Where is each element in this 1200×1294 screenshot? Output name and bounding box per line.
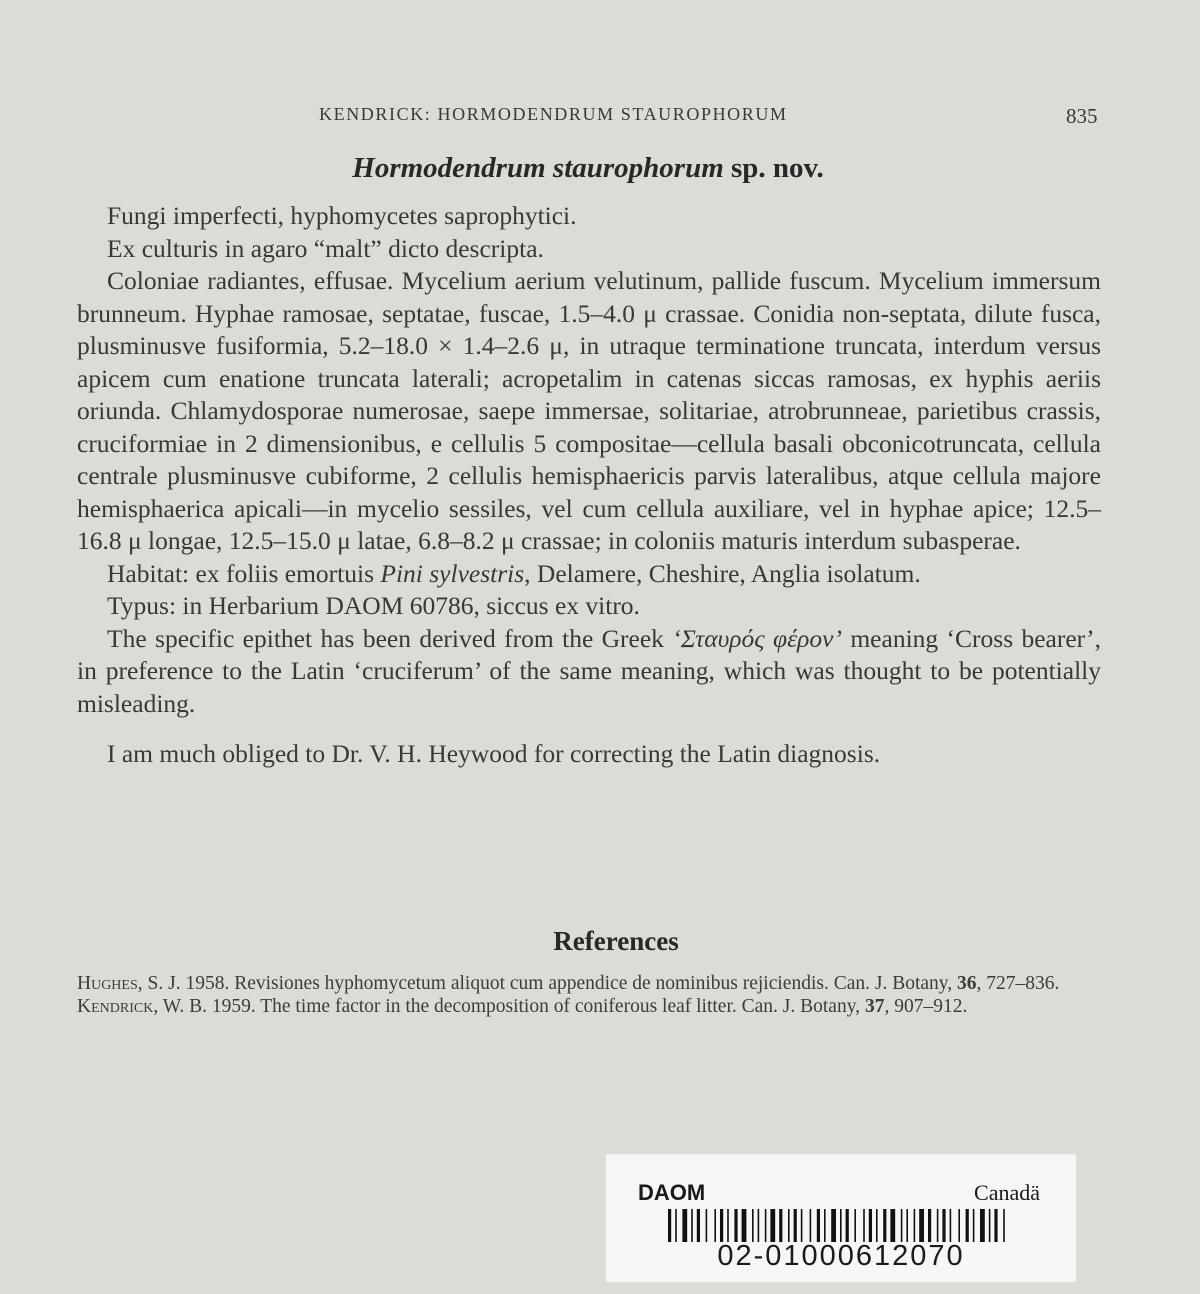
- greek-term: ‘Σταυρός φέρον’: [672, 623, 842, 653]
- page-number: 835: [1066, 104, 1098, 128]
- ref-text: , S. J. 1958. Revisiones hyphomycetum aliquot cum appendice de nominibus rejiciendis. Can. J. Botany,: [137, 973, 958, 994]
- text-run: meaning ‘Cross bearer’, in preference to the Latin ‘cruciferum’ of the same meaning, which was thought to be potentially misleading.: [77, 623, 1101, 718]
- title-suffix: sp. nov.: [731, 152, 824, 184]
- paragraph: Coloniae radiantes, effusae. Mycelium aerium velutinum, pallide fuscum. Mycelium immersum brunneum. Hyphae ramosae, septatae, fuscae, 1.5–4.0 μ crassae. Conidia non-septata, dilute fusca, plusminusve fusiformia, 5.2–18.0 × 1.4–2.6 μ, in utraque terminatione truncata, interdum versus apicem cum enatione truncata laterali; acropetalim in catenas siccas ramosas, ex hyphis aeriis oriunda. Chlamydosporae numerosae, saepe immersae, solitariae, atrobrunneae, parietibus crassis, cruciformiae in 2 dimensionibus, e cellulis 5 compositae—cellula basali obconicotruncata, cellula centrale plusminusve cubiforme, 2 cellulis hemisphaericis parvis lateralibus, atque cellula majore hemisphaerica apicali—in mycelio sessiles, vel cum cellula auxiliare, vel in hyphae apice; 12.5–16.8 μ longae, 12.5–15.0 μ latae, 6.8–8.2 μ crassae; in coloniis maturis interdum subasperae.: [77, 266, 1101, 555]
- barcode-org: DAOM: [638, 1180, 706, 1205]
- acknowledgement: I am much obliged to Dr. V. H. Heywood for correcting the Latin diagnosis.: [107, 739, 881, 768]
- species-name: Hormodendrum staurophorum: [352, 152, 724, 184]
- diagnosis-text: [77, 200, 1101, 771]
- text-run: Habitat: ex foliis emortuis: [107, 558, 381, 588]
- ref-text: , W. B. 1959. The time factor in the decomposition of coniferous leaf litter. Can. J. Botany,: [153, 996, 865, 1017]
- ref-author: Kendrick: [77, 996, 154, 1017]
- ref-author: Hughes: [77, 973, 138, 994]
- reference-item: [77, 995, 1101, 1018]
- reference-item: [77, 972, 1101, 995]
- ref-volume: 37: [864, 996, 885, 1017]
- paragraph: Ex culturis in agaro “malt” dicto descripta.: [107, 233, 544, 263]
- text-run: The specific epithet has been derived from the Greek: [107, 623, 673, 653]
- article-title: [0, 152, 1176, 185]
- ref-pages: , 907–912.: [884, 996, 968, 1017]
- barcode-number: 02-01000612070: [717, 1240, 965, 1272]
- ref-volume: 36: [957, 973, 977, 994]
- running-title: KENDRICK: HORMODENDRUM STAUROPHORUM: [319, 104, 788, 124]
- etymology-paragraph: [77, 623, 1101, 721]
- paragraph: Typus: in Herbarium DAOM 60786, siccus ex vitro.: [107, 591, 640, 620]
- references-list: [77, 972, 1101, 1018]
- running-head: [0, 104, 1200, 134]
- text-run: , Delamere, Cheshire, Anglia isolatum.: [524, 558, 921, 588]
- habitat-paragraph: [77, 558, 1101, 591]
- barcode-label: [606, 1154, 1076, 1282]
- barcode-country: Canadä: [974, 1180, 1040, 1205]
- host-species: Pini sylvestris: [380, 558, 525, 588]
- barcode-icon: [668, 1209, 1010, 1242]
- paragraph: Fungi imperfecti, hyphomycetes saprophytici.: [107, 201, 577, 230]
- references-heading: References: [553, 926, 679, 956]
- ref-pages: , 727–836.: [976, 973, 1060, 994]
